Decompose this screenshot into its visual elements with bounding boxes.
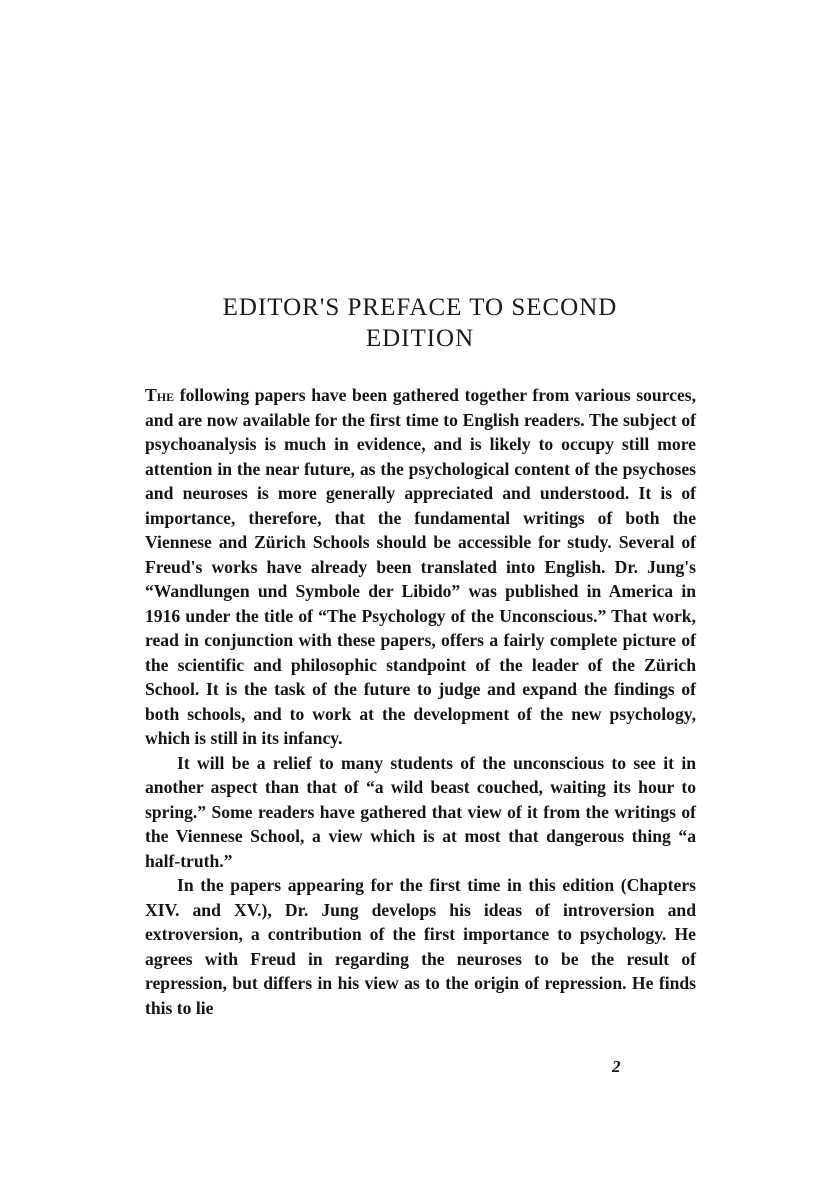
- paragraph-2: It will be a relief to many students of the unconscious to see it in another aspect than that of “a wild beast couched, waiting its hour to spring.” Some readers have gathered that view of it from the writings of the Viennese School, a view which is at most that dangerous thing “a half-truth.”: [145, 752, 696, 871]
- page-title-line-1: EDITOR'S PREFACE TO SECOND: [222, 294, 618, 321]
- paragraph-1-lead: The: [145, 385, 175, 405]
- paragraph-1: [145, 383, 696, 751]
- page-title: [0, 292, 840, 354]
- page-title-line-2: EDITION: [365, 325, 475, 352]
- paragraph-3: In the papers appearing for the first time in this edition (Chapters XIV. and XV.), Dr. Jung develops his ideas of introversion and extroversion, a contribution of the first importance to psychology. He agrees with Freud in regarding the neuroses to be the result of repression, but differs in his view as to the origin of repression. He finds this to lie: [145, 875, 696, 1018]
- preface-body: [145, 383, 696, 1020]
- paragraph-1-text: following papers have been gathered together from various sources, and are now available for the first time to English readers. The subject of psychoanalysis is much in evidence, and is likely to occupy still more attention in the near future, as the psychological content of the psychoses and neuroses is more generally appreciated and understood. It is of importance, therefore, that the fundamental writings of both the Viennese and Zürich Schools should be accessible for study. Several of Freud's works have already been translated into English. Dr. Jung's “Wandlungen und Symbole der Libido” was published in America in 1916 under the title of “The Psychology of the Unconscious.” That work, read in conjunction with these papers, offers a fairly complete picture of the scientific and philosophic standpoint of the leader of the Zürich School. It is the task of the future to judge and expand the findings of both schools, and to work at the development of the new psychology, which is still in its infancy.: [145, 385, 696, 748]
- page-number: 2: [612, 1057, 621, 1076]
